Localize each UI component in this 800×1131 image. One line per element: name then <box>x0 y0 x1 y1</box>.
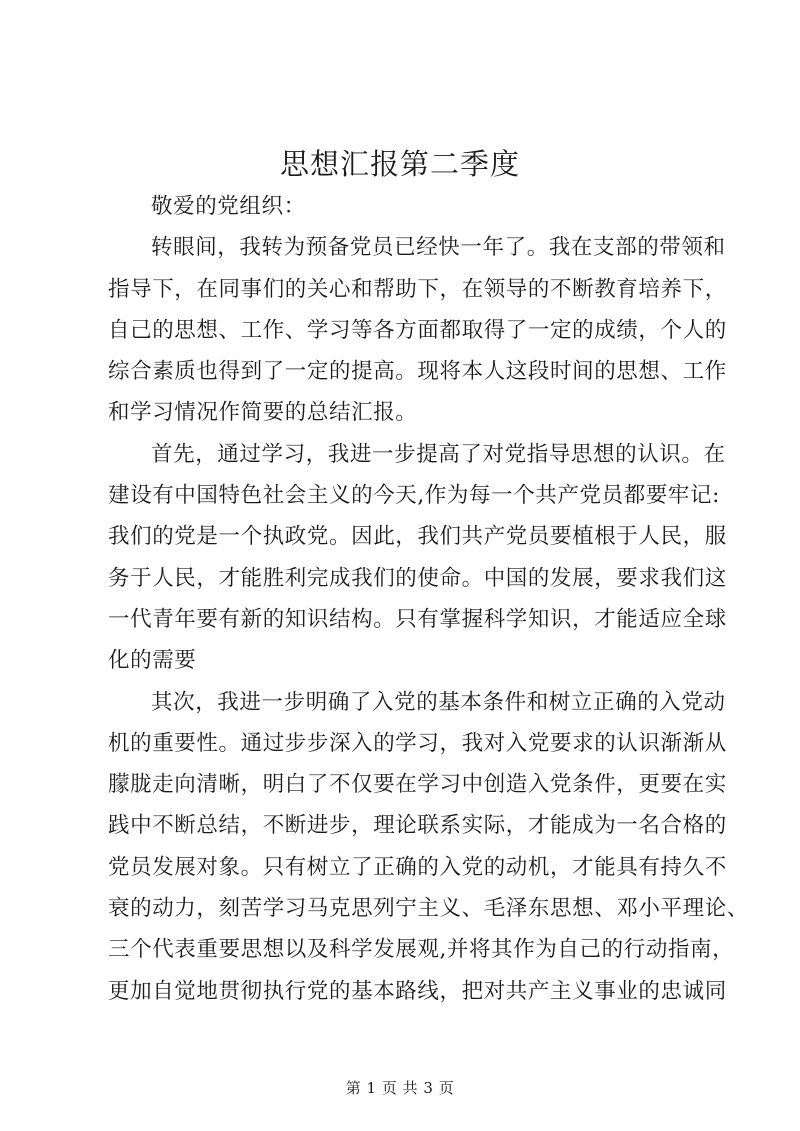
page-number-footer: 第 1 页 共 3 页 <box>345 1079 455 1097</box>
paragraph-line: 我们的党是一个执政党。因此，我们共产党员要植根于人民，服 <box>108 524 727 550</box>
paragraph-line: 转眼间，我转为预备党员已经快一年了。我在支部的带领和 <box>151 235 726 261</box>
paragraph-line: 践中不断总结，不断进步，理论联系实际，才能成为一名合格的 <box>108 813 727 839</box>
salutation-line: 敬爱的党组织： <box>151 194 306 219</box>
paragraph-line: 和学习情况作简要的总结汇报。 <box>108 400 418 426</box>
paragraph-line: 务于人民，才能胜利完成我们的使命。中国的发展，要求我们这 <box>108 565 727 591</box>
paragraph-line: 综合素质也得到了一定的提高。现将本人这段时间的思想、工作 <box>108 359 727 385</box>
paragraph-line: 其次，我进一步明确了入党的基本条件和树立正确的入党动 <box>151 689 726 715</box>
paragraph-line: 指导下，在同事们的关心和帮助下，在领导的不断教育培养下， <box>108 276 727 302</box>
paragraph-line: 首先，通过学习，我进一步提高了对党指导思想的认识。在 <box>151 441 726 467</box>
document-body <box>108 186 749 1012</box>
paragraph-line: 朦胧走向清晰，明白了不仅要在学习中创造入党条件，更要在实 <box>108 772 727 798</box>
document-title: 思想汇报第二季度 <box>279 147 520 181</box>
paragraph-line: 机的重要性。通过步步深入的学习，我对入党要求的认识渐渐从 <box>108 730 727 756</box>
paragraph-line: 建设有中国特色社会主义的今天,作为每一个共产党员都要牢记: <box>108 483 720 509</box>
paragraph-line: 更加自觉地贯彻执行党的基本路线，把对共产主义事业的忠诚同 <box>108 978 727 1004</box>
paragraph-line: 一代青年要有新的知识结构。只有掌握科学知识，才能适应全球 <box>108 606 727 632</box>
paragraph-line: 自己的思想、工作、学习等各方面都取得了一定的成绩，个人的 <box>108 317 727 343</box>
paragraph-line: 党员发展对象。只有树立了正确的入党的动机，才能具有持久不 <box>108 854 727 880</box>
paragraph-line: 衰的动力，刻苦学习马克思列宁主义、毛泽东思想、邓小平理论、 <box>108 896 749 922</box>
paragraph-line: 化的需要 <box>108 648 197 674</box>
paragraph-line: 三个代表重要思想以及科学发展观,并将其作为自己的行动指南， <box>108 937 735 963</box>
